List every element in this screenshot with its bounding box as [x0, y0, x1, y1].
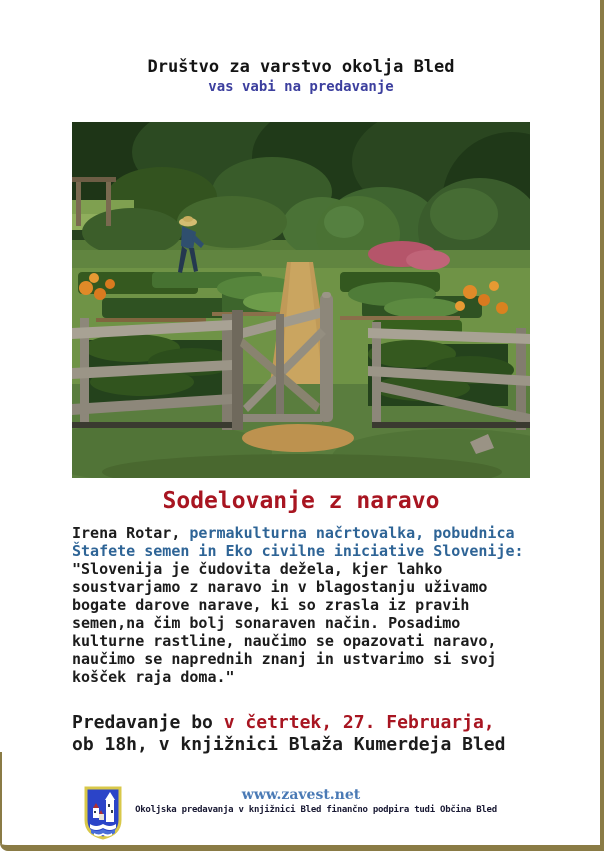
- talk-description: [72, 524, 530, 686]
- speaker-name: Irena Rotar,: [72, 524, 181, 542]
- invitation-subtitle: vas vabi na predavanje: [208, 79, 394, 95]
- speaker-line: [72, 524, 530, 542]
- bled-coat-of-arms-icon: [84, 786, 122, 840]
- quote-line: kulturne rastline, naučimo se opazovati naravo,: [72, 632, 497, 650]
- flyer-header: [72, 56, 530, 96]
- quote-line: "Slovenija je čudovita dežela, kjer lahko: [72, 560, 443, 578]
- garden-photo: [72, 122, 530, 478]
- frame-left-edge: [0, 752, 2, 851]
- speaker-role-line2: Štafete semen in Eko civilne iniciative Slovenije:: [72, 542, 524, 560]
- quote-line: košček raja doma.": [72, 668, 235, 686]
- quote-line: semen,na čim bolj sonaraven način. Posadimo: [72, 614, 461, 632]
- speaker-role: permakulturna načrtovalka, pobudnica: [180, 524, 515, 542]
- quote-line: bogate darove narave, ki so zrasla iz pravih: [72, 596, 470, 614]
- schedule-intro: Predavanje bo: [72, 712, 224, 733]
- schedule-line-1: [72, 712, 530, 734]
- flyer-footer: [72, 786, 530, 846]
- quote-line: soustvarjamo z naravo in v blagostanju uživamo: [72, 578, 488, 596]
- schedule-date: v četrtek, 27. Februarja,: [223, 712, 495, 733]
- talk-title: Sodelovanje z naravo: [162, 488, 440, 514]
- event-schedule: [72, 712, 530, 756]
- schedule-line-2: ob 18h, v knjižnici Blaža Kumerdeja Bled: [72, 734, 506, 755]
- sponsor-note: Okoljska predavanja v knjižnici Bled finančno podpira tudi Občina Bled: [135, 805, 497, 815]
- organization-title: Društvo za varstvo okolja Bled: [147, 57, 455, 77]
- website-link[interactable]: www.zavest.net: [241, 787, 361, 803]
- quote-line: naučimo se naprednih znanj in ustvarimo si svoj: [72, 650, 497, 668]
